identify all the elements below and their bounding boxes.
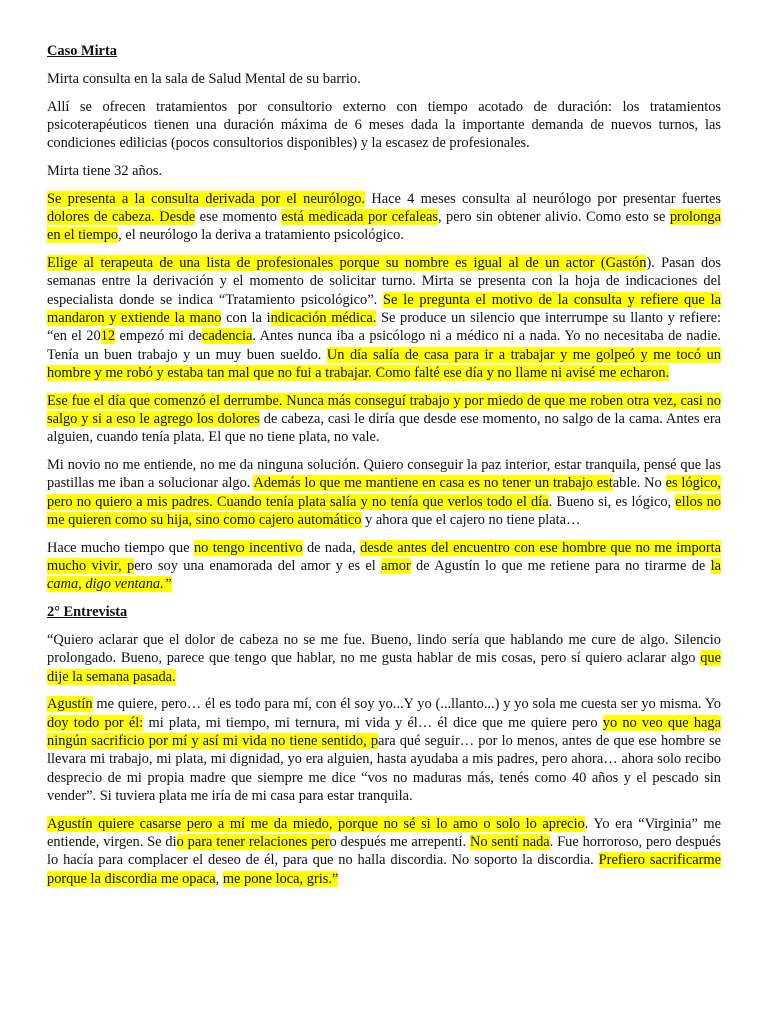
- paragraph: [47, 815, 721, 888]
- paragraph: [47, 631, 721, 686]
- text-segment: Se produce un silencio que interrumpe su llanto y refiere: “en el 20: [47, 310, 722, 345]
- text-segment: ero soy una enamorada del amor y es el: [134, 558, 382, 575]
- paragraph: [47, 162, 721, 180]
- document-page: [47, 42, 721, 897]
- text-segment: mi plata, mi tiempo, mi ternura, mi vida y él… él dice que me quiere pero: [143, 714, 603, 731]
- highlighted-text: me pone loca, gris.”: [222, 870, 339, 887]
- text-segment: de cabeza, casi le diría que desde ese momento, no salgo de la cama. Antes era alguien, cuando tenía plata. El que no tiene plata, no vale.: [47, 411, 721, 446]
- highlighted-text: Además lo que me mantiene en casa es no tener un trabajo est: [253, 475, 613, 492]
- text-segment: . Antes nunca iba a psicólogo ni a médico ni a nada. Yo no necesitaba de nadie. Tenía un buen trabajo y un muy buen sueldo.: [47, 328, 721, 363]
- highlighted-text: ndicación médica.: [270, 310, 377, 327]
- text-segment: . Yo era “Virginia” me entiende, virgen. Se di: [47, 815, 721, 850]
- highlighted-text: que dije la semana pasada.: [47, 650, 721, 685]
- paragraph: [47, 539, 721, 594]
- text-segment: con la i: [221, 310, 271, 327]
- highlighted-text: doy todo por él:: [47, 714, 144, 731]
- paragraph: [47, 695, 721, 805]
- highlighted-text: es lógico, pero no quiero a mis padres. Cuando tenía plata salía y no tenía que verlos todo el día: [47, 475, 721, 510]
- text-segment: Mirta consulta en la sala de Salud Mental de su barrio.: [47, 70, 361, 87]
- highlighted-text: amor: [381, 558, 411, 575]
- text-segment: ese momento: [195, 209, 282, 226]
- text-segment: ,: [215, 870, 223, 887]
- highlighted-text: la: [710, 558, 721, 575]
- highlighted-text: Prefiero sacrificarme porque la discordia me opaca: [47, 852, 721, 887]
- highlighted-text: Ese fue el día que comenzó el derrumbe. Nunca más conseguí trabajo y por miedo de que me roben otra vez, casi no salgo y si a eso le agrego los dolores: [47, 392, 721, 428]
- highlighted-text: Agustín: [47, 696, 93, 713]
- highlighted-text: no tengo incentivo: [193, 539, 303, 556]
- highlighted-text: cadencia: [202, 328, 253, 345]
- highlighted-text: 12: [100, 328, 116, 345]
- text-segment: Hace 4 meses consulta al neurólogo por presentar fuertes: [365, 190, 721, 207]
- text-segment: , el neurólogo la deriva a tratamiento psicológico.: [118, 227, 404, 244]
- paragraph: [47, 98, 721, 153]
- paragraph: [47, 190, 721, 245]
- text-segment: Mirta tiene 32 años.: [47, 162, 163, 179]
- text-segment: y ahora que el cajero no tiene plata…: [361, 512, 581, 529]
- text-segment: . Fue horroroso, pero después lo hacía para complacer el deseo de él, para que no halla discordia. No soporto la discordia.: [47, 833, 721, 869]
- highlighted-text: o para tener relaciones per: [176, 833, 330, 850]
- highlighted-text: cama, digo ventana.”: [47, 576, 172, 593]
- text-segment: me quiere, pero… él es todo para mí, con él soy yo...Y yo (...llanto...) y yo sola me cuesta ser yo misma. Yo: [92, 696, 721, 713]
- text-segment: , pero sin obtener alivio. Como esto se: [437, 209, 670, 226]
- highlighted-text: prolonga en el tiempo: [47, 209, 721, 244]
- highlighted-text: Un día salía de casa para ir a trabajar y me golpeó y me tocó un hombre y me robó y estaba tan mal que no fui a trabajar. Como falté ese día y no llame ni avisé me echaron.: [47, 346, 721, 381]
- text-segment: Mi novio no me entiende, no me da ninguna solución. Quiero conseguir la paz interior, estar tranquila, pensé que las pastillas me iban a solucionar algo.: [47, 457, 721, 492]
- highlighted-text: desde antes del encuentro con ese hombre que no me importa mucho vivir, p: [47, 539, 722, 575]
- paragraph: [47, 254, 721, 382]
- highlighted-text: ellos no me quieren como su hija, sino como cajero automático: [47, 493, 721, 529]
- highlighted-text: Se le pregunta el motivo de la consulta y refiere que la mandaron y extiende la mano: [47, 291, 721, 327]
- highlighted-text: está medicada por cefaleas: [281, 209, 438, 226]
- text-segment: “Quiero aclarar que el dolor de cabeza no se me fue. Bueno, lindo sería que hablando me cure de algo. Silencio prolongado. Bueno, parece que tengo que hablar, no me gusta hablar de mis cosas, pero sí quiero aclarar algo: [47, 632, 721, 667]
- text-segment: Hace mucho tiempo que: [47, 539, 194, 556]
- text-segment: o después me arrepentí.: [329, 833, 471, 850]
- highlighted-text: dolores de cabeza. Desde: [47, 209, 196, 226]
- paragraph: [47, 70, 721, 88]
- highlighted-text: Agustín quiere casarse pero a mí me da miedo, porque no sé si lo amo o solo lo aprecio: [47, 815, 585, 832]
- text-segment: 2° Entrevista: [47, 604, 128, 621]
- text-segment: . Bueno si, es lógico,: [548, 493, 676, 510]
- paragraph: [47, 456, 721, 529]
- text-segment: de nada,: [302, 539, 361, 556]
- highlighted-text: No sentí nada: [470, 833, 550, 850]
- highlighted-text: yo no veo que haga ningún sacrificio por mí y así mi vida no tiene sentido, p: [47, 714, 722, 749]
- text-segment: empezó mi de: [115, 328, 202, 345]
- section-heading: [47, 603, 721, 621]
- text-segment: ara qué seguir… por lo menos, antes de que ese hombre se llevara mi trabajo, mi plata, mi dignidad, yo era alguien, hasta ayudaba a mis padres, pero ahora… ahora solo recibo desprecio de mi propia madre que siempre me dice “vos no maduras más, tenés como 40 años y el pescado sin vender”. Si tuviera plata me iría de mi casa para estar tranquila.: [47, 733, 722, 804]
- text-segment: de Agustín lo que me retiene para no tirarme de: [410, 558, 711, 575]
- highlighted-text: Se presenta a la consulta derivada por el neurólogo.: [47, 190, 366, 207]
- document-body: [47, 70, 721, 888]
- text-segment: able. No: [612, 475, 666, 492]
- document-title: Caso Mirta: [47, 43, 117, 59]
- paragraph: [47, 392, 721, 447]
- text-segment: Allí se ofrecen tratamientos por consultorio externo con tiempo acotado de duración: los tratamientos psicoterapéuticos tienen una duración máxima de 6 meses dada la importante demanda de nuevos turnos, las condiciones edilicias (pocos consultorios disponibles) y la escasez de profesionales.: [47, 98, 721, 152]
- highlighted-text: Elige al terapeuta de una lista de profesionales porque su nombre es igual al de un actor (Gastón: [47, 255, 647, 272]
- text-segment: ). Pasan dos semanas entre la derivación y el momento de solicitar turno. Mirta se presenta con la hoja de indicaciones del especialista donde se indica “Tratamiento psicológico”.: [47, 255, 721, 308]
